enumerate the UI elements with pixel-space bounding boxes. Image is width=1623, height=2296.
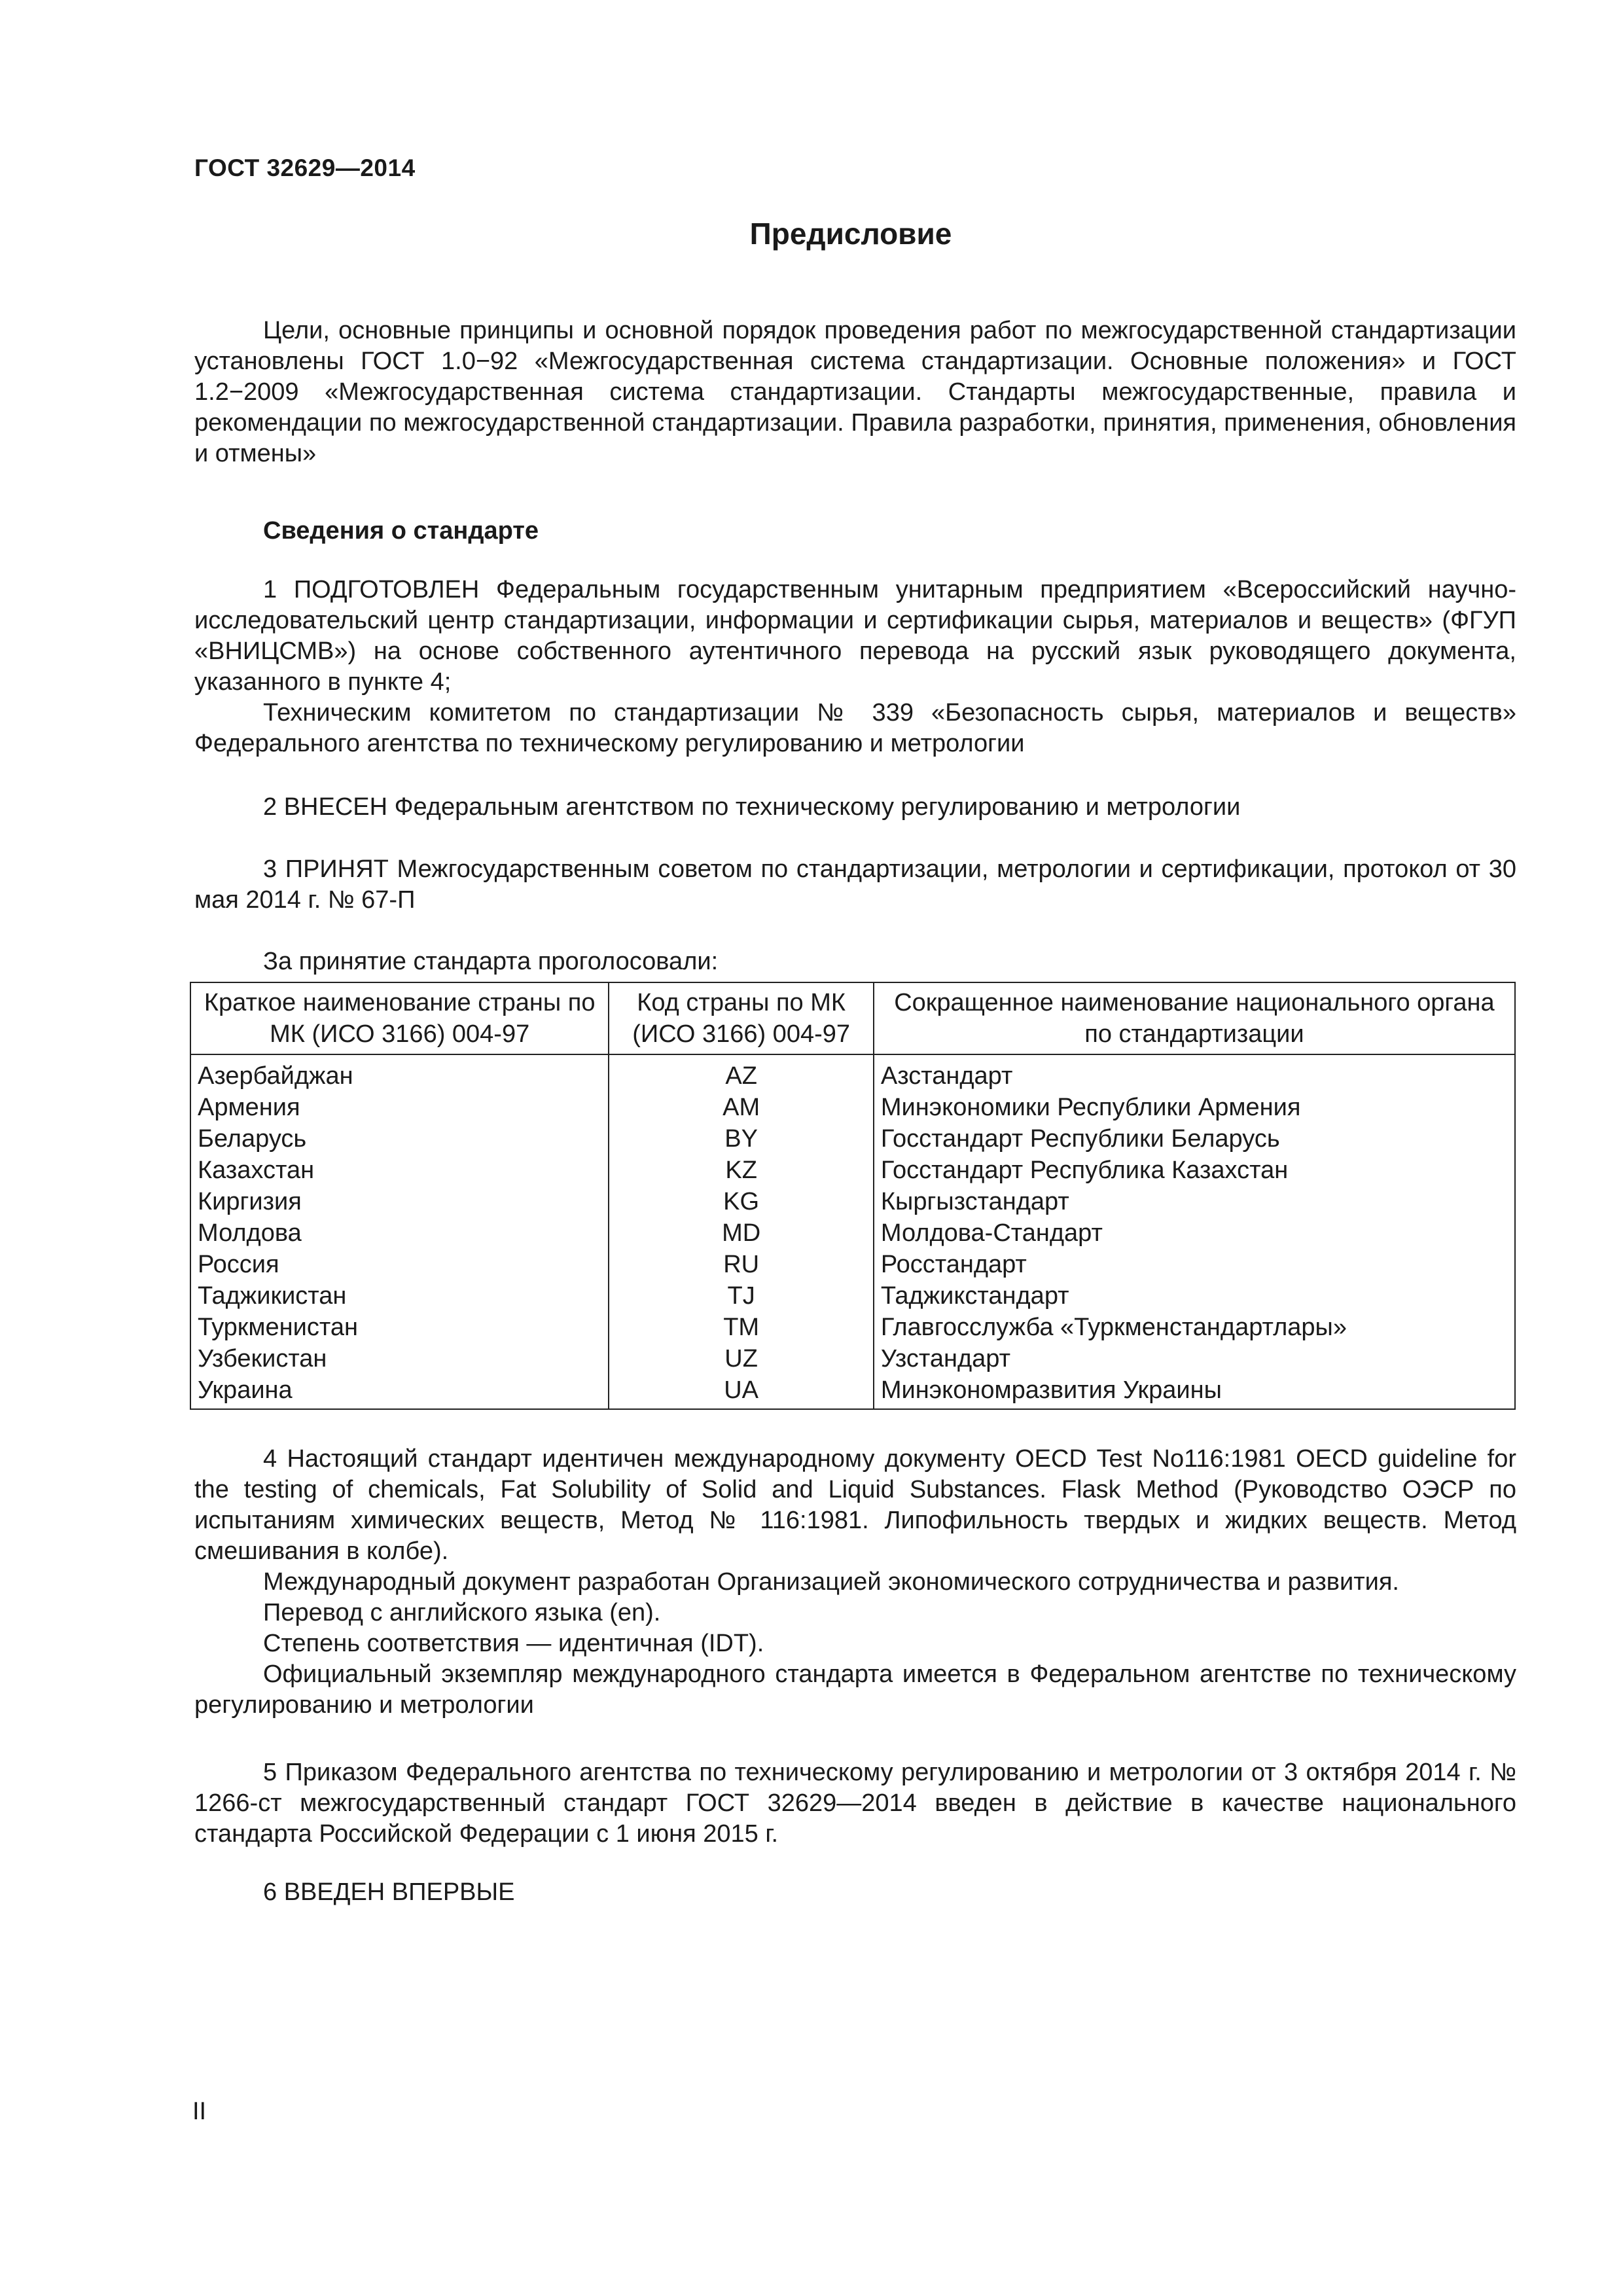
item4-block	[194, 1444, 1516, 1721]
country-code: UZ	[609, 1343, 874, 1374]
country-code: UA	[609, 1374, 874, 1409]
document-id: ГОСТ 32629—2014	[194, 154, 416, 181]
voting-table	[190, 982, 1516, 1410]
country-code: TM	[609, 1312, 874, 1343]
country-code: BY	[609, 1123, 874, 1155]
table-row	[190, 1054, 1515, 1092]
item3-block	[194, 854, 1516, 916]
country-code: AZ	[609, 1054, 874, 1092]
standards-body: Кыргызстандарт	[874, 1186, 1515, 1217]
table-row	[190, 1312, 1515, 1343]
country-name: Узбекистан	[190, 1343, 609, 1374]
page-title: Предисловие	[749, 217, 952, 251]
table-row	[190, 1217, 1515, 1249]
country-code: RU	[609, 1249, 874, 1280]
page-number: II	[192, 2098, 207, 2125]
intro-paragraph: Цели, основные принципы и основной порядок проведения работ по межгосударственной стандартизации установлены ГОСТ 1.0−92 «Межгосударственная система стандартизации. Основные положения» и ГОСТ 1.2−2009 «Межгосударственная система стандартизации. Стандарты межгосударственные, правила и рекомендации по межгосударственной стандартизации. Правила разработки, принятия, применения, обновления и отмены»	[194, 317, 1516, 467]
table-row	[190, 1343, 1515, 1374]
standards-body: Госстандарт Республика Казахстан	[874, 1155, 1515, 1186]
country-name: Таджикистан	[190, 1280, 609, 1312]
country-name: Молдова	[190, 1217, 609, 1249]
standards-body: Азстандарт	[874, 1054, 1515, 1092]
country-code: TJ	[609, 1280, 874, 1312]
item2-block	[194, 792, 1516, 823]
item4-paragraph-4: Степень соответствия — идентичная (IDT).	[263, 1630, 764, 1657]
country-name: Армения	[190, 1092, 609, 1123]
intro-block	[194, 315, 1516, 469]
table-row	[190, 1123, 1515, 1155]
table-row	[190, 1249, 1515, 1280]
standards-body: Минэкономразвития Украины	[874, 1374, 1515, 1409]
item1-paragraph-2: Техническим комитетом по стандартизации № 339 «Безопасность сырья, материалов и веществ» Федерального агентства по техническому регулированию и метрологии	[194, 699, 1516, 757]
country-name: Россия	[190, 1249, 609, 1280]
country-code: KZ	[609, 1155, 874, 1186]
header-country-name: Краткое наименование страны по МК (ИСО 3166) 004-97	[190, 982, 609, 1054]
country-name: Казахстан	[190, 1155, 609, 1186]
section-heading: Сведения о стандарте	[263, 517, 539, 545]
item1-block	[194, 575, 1516, 759]
header-standards-body: Сокращенное наименование национального органа по стандартизации	[874, 982, 1515, 1054]
standards-body: Госстандарт Республики Беларусь	[874, 1123, 1515, 1155]
table-row	[190, 1092, 1515, 1123]
item4-paragraph: 4 Настоящий стандарт идентичен международному документу OECD Test No116:1981 OECD guideline for the testing of chemicals, Fat Solubility of Solid and Liquid Substances. Flask Method (Руководство ОЭСР по испытаниям химических веществ, Метод № 116:1981. Липофильность твердых и жидких веществ. Метод смешивания в колбе).	[194, 1445, 1516, 1565]
item4-paragraph-5: Официальный экземпляр международного стандарта имеется в Федеральном агентстве по техническому регулированию и метрологии	[194, 1660, 1516, 1719]
standards-body: Узстандарт	[874, 1343, 1515, 1374]
table-row	[190, 1186, 1515, 1217]
country-name: Туркменистан	[190, 1312, 609, 1343]
country-name: Азербайджан	[190, 1054, 609, 1092]
table-row	[190, 1374, 1515, 1409]
table-row	[190, 1155, 1515, 1186]
standards-body: Минэкономики Республики Армения	[874, 1092, 1515, 1123]
country-name: Украина	[190, 1374, 609, 1409]
item4-paragraph-2: Международный документ разработан Организацией экономического сотрудничества и развития.	[263, 1568, 1399, 1596]
country-code: MD	[609, 1217, 874, 1249]
table-header-row	[190, 982, 1515, 1054]
item4-paragraph-3: Перевод с английского языка (en).	[263, 1599, 661, 1626]
item5-paragraph: 5 Приказом Федерального агентства по техническому регулированию и метрологии от 3 октября 2014 г. № 1266-ст межгосударственный стандарт ГОСТ 32629—2014 введен в действие в качестве национального стандарта Российской Федерации с 1 июня 2015 г.	[194, 1759, 1516, 1848]
standards-body: Главгосслужба «Туркменстандартлары»	[874, 1312, 1515, 1343]
standards-body: Росстандарт	[874, 1249, 1515, 1280]
item6-line: 6 ВВЕДЕН ВПЕРВЫЕ	[263, 1878, 515, 1906]
standards-body: Молдова-Стандарт	[874, 1217, 1515, 1249]
item2-paragraph: 2 ВНЕСЕН Федеральным агентством по техническому регулированию и метрологии	[263, 793, 1241, 821]
standards-body: Таджикстандарт	[874, 1280, 1515, 1312]
table-caption: За принятие стандарта проголосовали:	[263, 948, 719, 975]
country-name: Беларусь	[190, 1123, 609, 1155]
country-name: Киргизия	[190, 1186, 609, 1217]
item3-paragraph: 3 ПРИНЯТ Межгосударственным советом по стандартизации, метрологии и сертификации, протокол от 30 мая 2014 г. № 67-П	[194, 855, 1516, 914]
header-country-code: Код страны по МК (ИСО 3166) 004-97	[609, 982, 874, 1054]
country-code: KG	[609, 1186, 874, 1217]
item5-block	[194, 1757, 1516, 1850]
country-code: AM	[609, 1092, 874, 1123]
item1-paragraph: 1 ПОДГОТОВЛЕН Федеральным государственным унитарным предприятием «Всероссийский научно-исследовательский центр стандартизации, информации и сертификации сырья, материалов и веществ» (ФГУП «ВНИЦСМВ») на основе собственного аутентичного перевода на русский язык руководящего документа, указанного в пункте 4;	[194, 576, 1516, 696]
table-row	[190, 1280, 1515, 1312]
